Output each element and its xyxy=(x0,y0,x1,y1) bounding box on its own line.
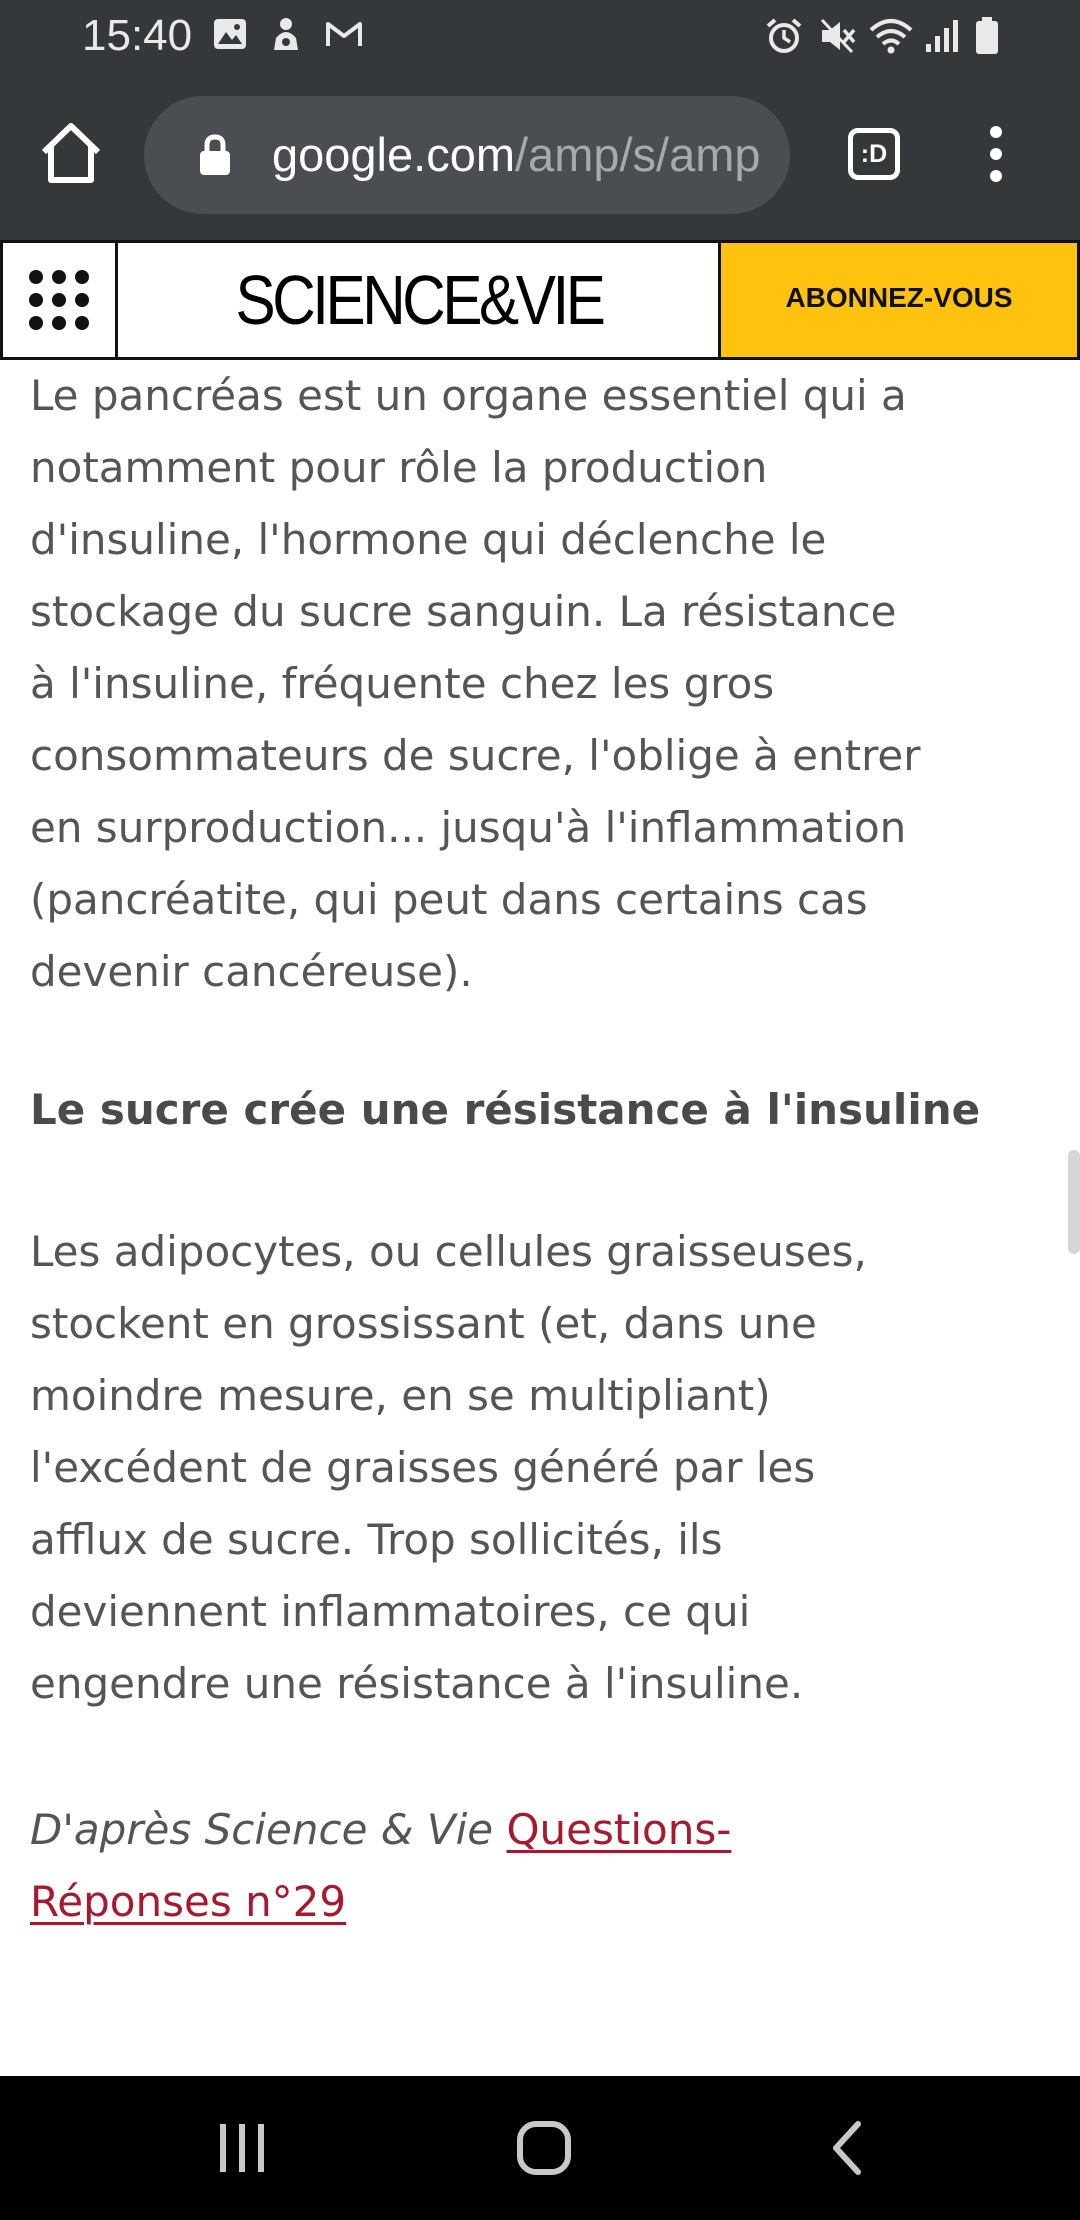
more-vert-icon[interactable] xyxy=(976,124,1016,184)
text-line: stockent en grossissant (et, dans une xyxy=(30,1299,817,1348)
grid-menu-button[interactable] xyxy=(0,243,118,357)
address-bar[interactable] xyxy=(144,96,790,214)
tab-switcher-button[interactable]: :D xyxy=(848,128,900,180)
wifi-icon xyxy=(868,16,914,56)
site-header xyxy=(0,240,1080,360)
site-logo[interactable]: SCIENCE&VIE xyxy=(235,261,603,339)
browser-toolbar xyxy=(0,72,1080,240)
text-line: (pancréatite, qui peut dans certains cas xyxy=(30,875,868,924)
article-body xyxy=(30,360,1054,1938)
source-credit xyxy=(30,1794,1054,1938)
back-icon[interactable] xyxy=(810,2076,882,2220)
app-notification-icon xyxy=(268,16,304,54)
paragraph-adipocytes xyxy=(30,1216,1054,1720)
url-text xyxy=(272,96,772,214)
url-host: google.com xyxy=(272,128,515,181)
text-line: d'insuline, l'hormone qui déclenche le xyxy=(30,515,827,564)
section-heading: Le sucre crée une résistance à l'insuline xyxy=(30,1085,981,1134)
text-line: afflux de sucre. Trop sollicités, ils xyxy=(30,1515,723,1564)
text-line: engendre une résistance à l'insuline. xyxy=(30,1659,804,1708)
source-link-continued[interactable]: Réponses n°29 xyxy=(30,1877,347,1926)
subscribe-button[interactable]: ABONNEZ-VOUS xyxy=(718,243,1080,357)
mute-icon xyxy=(818,16,858,56)
home-nav-icon[interactable] xyxy=(500,2076,588,2220)
system-nav-bar xyxy=(0,2076,1080,2220)
text-line: consommateurs de sucre, l'oblige à entrer xyxy=(30,731,921,780)
signal-icon xyxy=(924,16,960,56)
recent-apps-icon[interactable] xyxy=(200,2076,284,2220)
text-line: à l'insuline, fréquente chez les gros xyxy=(30,659,775,708)
source-link[interactable]: Questions- xyxy=(506,1805,732,1854)
alarm-icon xyxy=(764,16,804,56)
paragraph-pancreas xyxy=(30,360,1054,1008)
status-time: 15:40 xyxy=(82,11,193,60)
lock-icon xyxy=(198,134,232,176)
status-bar xyxy=(0,0,1080,72)
text-line: moindre mesure, en se multipliant) xyxy=(30,1371,771,1420)
grid-menu-icon xyxy=(3,243,115,357)
text-line: l'excédent de graisses généré par les xyxy=(30,1443,816,1492)
text-line: notamment pour rôle la production xyxy=(30,443,768,492)
scrollbar-thumb[interactable] xyxy=(1068,1150,1080,1254)
image-icon xyxy=(212,16,248,52)
battery-icon xyxy=(974,16,1000,56)
text-line: stockage du sucre sanguin. La résistance xyxy=(30,587,897,636)
text-line: Le pancréas est un organe essentiel qui a xyxy=(30,371,907,420)
text-line: devenir cancéreuse). xyxy=(30,947,473,996)
text-line: deviennent inflammatoires, ce qui xyxy=(30,1587,751,1636)
source-prefix: D'après Science & Vie xyxy=(30,1805,507,1854)
home-icon[interactable] xyxy=(36,118,106,188)
text-line: Les adipocytes, ou cellules graisseuses, xyxy=(30,1227,867,1276)
url-path: /amp/s/amp xyxy=(515,128,761,181)
text-line: en surproduction... jusqu'à l'inflammation xyxy=(30,803,907,852)
gmail-icon xyxy=(324,16,364,52)
